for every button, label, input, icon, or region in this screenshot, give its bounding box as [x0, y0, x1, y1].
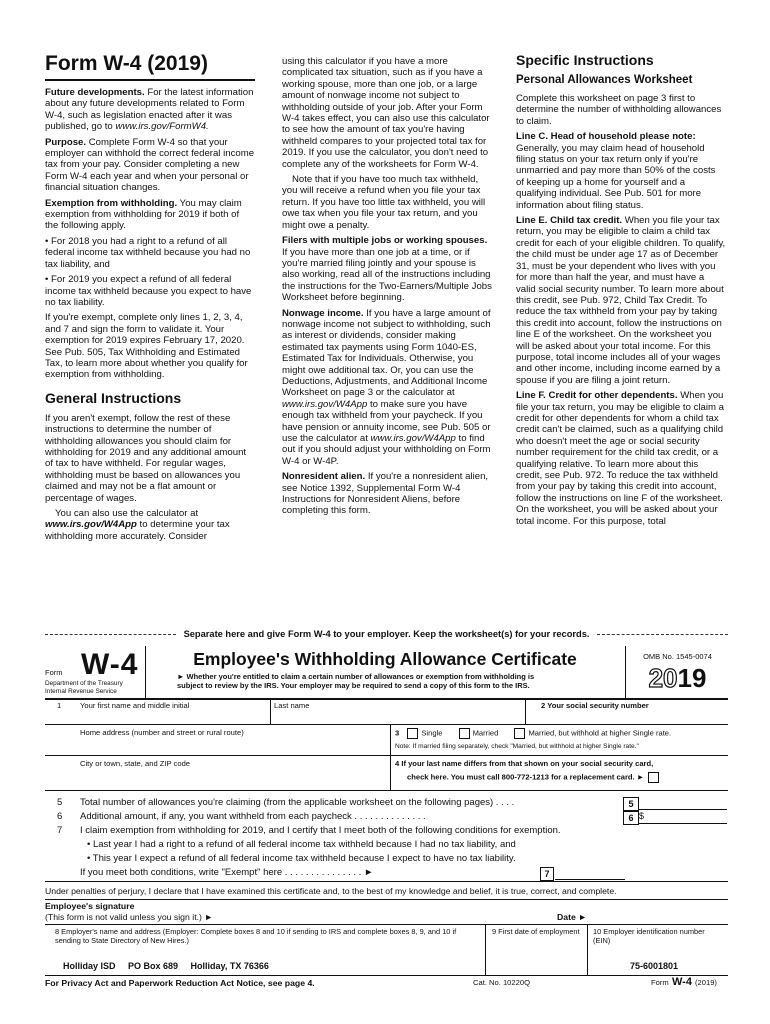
exempt-line — [45, 867, 728, 882]
certificate-note — [177, 672, 625, 690]
general-instructions-heading: General Instructions — [45, 389, 182, 406]
instructions-column-1 — [45, 52, 255, 546]
ein-value[interactable]: 75-6001801 — [630, 961, 679, 971]
name-differs-checkbox[interactable] — [648, 772, 659, 783]
line-e-heading: Line E. Child tax credit. — [516, 215, 623, 227]
line-4-text-b-label: check here. You must call 800-772-1213 for a replacement card. ► — [407, 772, 645, 782]
line-e-text: When you file your tax return, you may be eligible to claim a child tax credit for each of your eligible children. To qualify, the child must be under age 17 as of December 31, must be your dependent who lives with you for more than half the year, and must have a valid social security number. To learn more about this credit, see Pub. 972, Child Tax Credit. To reduce the tax withheld from your pay by taking this credit into account, follow the instructions on line E of the worksheet. On the worksheet you will be asked about your total income. For this purpose, total income includes all of your wages and other income, including income earned by a spouse if you are filing a joint return. — [516, 215, 726, 386]
exempt-line-text: If you meet both conditions, write "Exempt" here . . . . . . . . . . . . . . . ► — [80, 867, 374, 878]
line-f-heading: Line F. Credit for other dependents. — [516, 390, 678, 402]
calculator-text-2: to determine your tax withholding more accurately. Consider — [45, 519, 230, 542]
allowance-lines — [45, 791, 728, 882]
address-divider — [390, 725, 392, 755]
signature-note: (This form is not valid unless you sign it.) ► — [45, 912, 213, 922]
line-6-box-number: 6 — [623, 811, 639, 825]
home-address-label: Home address (number and street or rural route) — [80, 728, 244, 737]
employer-divider-2 — [587, 925, 589, 975]
form-number: W-4 — [81, 648, 139, 681]
instructions-column-3 — [516, 52, 726, 531]
certificate-title: Employee's Withholding Allowance Certificate — [193, 649, 577, 669]
nonresident-text: If you're a nonresident alien, see Notice 1392, Supplemental Form W-4 Instructions for Nonresident Aliens, before completing this form. — [282, 471, 489, 517]
line-7-bullet-a-text: • Last year I had a right to a refund of all federal income tax withheld because I had no tax liability, and — [87, 839, 516, 850]
future-dev-text: For the latest information about any future developments related to Form W-4, such as legislation enacted after it was published, go to — [45, 87, 254, 133]
additional-amount-input[interactable]: $ — [639, 811, 727, 824]
exempt-input[interactable] — [555, 867, 625, 880]
line-7-bullet-b — [45, 853, 728, 867]
line-3-number: 3 — [395, 728, 400, 738]
filers-heading: Filers with multiple jobs or working spouses. — [282, 235, 488, 247]
ssn-divider — [525, 700, 527, 724]
footer-year: (2019) — [695, 978, 717, 987]
line-4-text-b — [407, 772, 662, 783]
line-7 — [45, 825, 728, 839]
w4-certificate — [45, 646, 728, 992]
certificate-footer — [45, 978, 728, 992]
line-7-bullet-a — [45, 839, 728, 853]
worksheet-heading: Personal Allowances Worksheet — [516, 74, 693, 86]
employer-divider-1 — [485, 925, 487, 975]
certificate-header — [45, 646, 728, 700]
cut-line-dash-left — [45, 634, 176, 635]
married-higher-rate-checkbox[interactable] — [514, 728, 525, 739]
exempt-instructions: If you're exempt, complete only lines 1, 2, 3, 4, and 7 and sign the form to validate it. Your exemption for 2019 expires February 17, 2020. See Pub. 505, Tax Withholding and Estimated Tax, to learn more about whether you qualify for exemption from withholding. — [45, 312, 248, 381]
purpose-text: Complete Form W-4 so that your employer can withhold the correct federal income tax from your pay. Consider completing a new Form W-4 each year and when your personal or financial situation changes. — [45, 136, 255, 194]
instructions-column-2 — [282, 56, 492, 521]
nonwage-heading: Nonwage income. — [282, 307, 364, 319]
future-dev-link[interactable]: www.irs.gov/FormW4. — [115, 121, 209, 133]
form-word: Form — [45, 668, 63, 677]
name-row — [45, 700, 728, 725]
tax-year-bold: 19 — [677, 663, 707, 693]
calculator-text-1: You can also use the calculator at — [55, 508, 199, 519]
signature-row — [45, 899, 728, 925]
nonwage-link-1[interactable]: www.irs.gov/W4App — [282, 398, 368, 410]
ein-label: 10 Employer identification number (EIN) — [593, 927, 705, 945]
filing-status-line — [395, 728, 671, 739]
nonresident-heading: Nonresident alien. — [282, 471, 366, 483]
line-6-text: Additional amount, if any, you want withheld from each paycheck . . . . . . . . . . . . . . — [80, 811, 426, 822]
form-title: Form W-4 (2019) — [45, 52, 255, 81]
married-checkbox[interactable] — [459, 728, 470, 739]
catalog-number: Cat. No. 10220Q — [473, 978, 530, 987]
city-label: City or town, state, and ZIP code — [80, 759, 191, 768]
line-5-box-number: 5 — [623, 797, 639, 811]
line-7-bullet-b-text: • This year I expect a refund of all federal income tax withheld because I expect to have no tax liability. — [87, 853, 516, 864]
perjury-statement: Under penalties of perjury, I declare that I have examined this certificate and, to the best of my knowledge and belief, it is true, correct, and complete. — [45, 886, 617, 896]
ssn-label: 2 Your social security number — [541, 701, 649, 710]
date-label: Date ► — [557, 912, 587, 922]
nonwage-text-1: If you have a large amount of nonwage income not subject to withholding, such as interest or dividends, consider making estimated tax payments using Form 1040-ES, Estimated Tax for Individuals. Otherwise, you might owe additional tax. Or, you can use the Deductions, Adjustments, and Additional Income Worksheet on page 3 or the calculator at — [282, 307, 491, 399]
specific-instructions-heading: Specific Instructions — [516, 52, 654, 68]
nonwage-link-2[interactable]: www.irs.gov/W4App — [370, 433, 456, 444]
line-c-text: Generally, you may claim head of household filing status on your tax return only if you're unmarried and pay more than 50% of the costs of keeping up a home for yourself and a qualifying individual. See Pub. 501 for more information about filing status. — [516, 142, 716, 211]
last-name-label: Last name — [274, 701, 310, 710]
tax-year-outline: 20 — [648, 663, 678, 693]
line-5-number: 5 — [57, 797, 63, 808]
line-4-text-a: 4 If your last name differs from that shown on your social security card, — [395, 759, 654, 768]
certificate-title-block — [145, 646, 625, 698]
name-divider — [270, 700, 272, 724]
exemption-bullet-2: • For 2019 you expect a refund of all federal income tax withheld because you expect to have no tax liability. — [45, 274, 252, 308]
line-f-text: When you file your tax return, you may be eligible to claim a credit for other dependents for whom a child tax credit can't be claimed, such as a qualifying child who doesn't meet the age or social security number requirement for the child tax credit, or a qualifying relative. To learn more about this credit, see Pub. 972. To reduce the tax withheld from your pay by taking this credit into account, follow the instructions on line F of the worksheet. On the worksheet, you will be asked about your total income. For this purpose, total — [516, 390, 724, 527]
footer-form-number: W-4 — [672, 976, 692, 988]
address-row — [45, 725, 728, 756]
certificate-note-line-2: subject to review by the IRS. Your employer may be required to send a copy of this form to the IRS. — [177, 681, 530, 690]
line-7-number: 7 — [57, 825, 63, 836]
line-c-heading: Line C. Head of household please note: — [516, 131, 696, 143]
signature-label: Employee's signature — [45, 901, 135, 911]
omb-number: OMB No. 1545-0074 — [643, 652, 712, 661]
cut-line — [45, 629, 728, 639]
allowances-input[interactable] — [639, 797, 727, 810]
line-6 — [45, 811, 728, 825]
calculator-paragraph: using this calculator if you have a more complicated tax situation, such as if you have a working spouse, more than one job, or a large amount of nonwage income not subject to withholding outside of your job. After your Form W-4 takes effect, you can also use this calculator to see how the amount of tax you're having withheld compares to your projected total tax for 2019. If you use the calculator, you don't need to complete any of the worksheets for Form W-4. — [282, 56, 490, 170]
single-checkbox[interactable] — [407, 728, 418, 739]
employer-name-value[interactable]: Holliday ISD PO Box 689 Holliday, TX 76366 — [63, 961, 269, 971]
nonwage-text-3: to find out if you should adjust your withholding on Form W-4 or W-4P. — [282, 433, 491, 467]
refund-note: Note that if you have too much tax withheld, you will receive a refund when you file your tax return. If you have too little tax withheld, you will owe tax when you file your tax return, and you might owe a penalty. — [282, 174, 486, 231]
line-5-text: Total number of allowances you're claiming (from the applicable worksheet on the following pages) . . . . — [80, 797, 515, 808]
tax-year — [626, 663, 729, 694]
department — [45, 680, 123, 695]
exemption-bullet-1: • For 2018 you had a right to a refund of all federal income tax withheld because you had no tax liability, and — [45, 235, 251, 270]
calculator-link[interactable]: www.irs.gov/W4App — [45, 519, 137, 531]
first-name-label: Your first name and middle initial — [80, 701, 190, 710]
cut-line-text: Separate here and give Form W-4 to your employer. Keep the worksheet(s) for your records. — [183, 629, 590, 639]
exemption-heading: Exemption from withholding. — [45, 197, 178, 209]
nonwage-text-2: to make sure you have enough tax withheld from your paycheck. If you have pension or annuity income, see Pub. 505 or use the calculator at — [282, 398, 491, 444]
filers-text: If you have more than one job at a time, or if you're married filing jointly and your spouse is also working, read all of the instructions including the instructions for the Two-Earners/Multiple Jobs Worksheet before beginning. — [282, 246, 492, 304]
line-3-note: Note: If married filing separately, check "Married, but withhold at higher Single rate." — [395, 743, 639, 750]
date-input[interactable] — [605, 900, 725, 923]
worksheet-text: Complete this worksheet on page 3 first to determine the number of withholding allowances to claim. — [516, 93, 722, 127]
married-higher-rate-label: Married, but withhold at higher Single rate. — [528, 728, 672, 738]
omb-year-block — [625, 646, 729, 698]
line-5 — [45, 797, 728, 811]
privacy-notice: For Privacy Act and Paperwork Reduction Act Notice, see page 4. — [45, 978, 315, 988]
dept-line-2: Internal Revenue Service — [45, 687, 117, 695]
first-date-label: 9 First date of employment — [492, 927, 580, 936]
line-6-number: 6 — [57, 811, 63, 822]
married-label: Married — [472, 728, 499, 738]
future-dev-heading: Future developments. — [45, 87, 145, 98]
cut-line-dash-right — [597, 634, 728, 635]
purpose-heading: Purpose. — [45, 136, 87, 148]
city-divider — [390, 756, 392, 790]
employer-name-label: 8 Employer's name and address (Employer: Complete boxes 8 and 10 if sending to IRS and complete boxes 8, 9, and 10 if sending to State Directory of New Hires.) — [55, 927, 457, 945]
footer-form-word: Form — [651, 978, 669, 987]
certificate-note-line-1: ► Whether you're entitled to claim a certain number of allowances or exemption from withholding is — [177, 672, 535, 681]
line-1-number: 1 — [57, 701, 62, 710]
city-row — [45, 756, 728, 791]
single-label: Single — [421, 728, 443, 738]
general-instructions-text: If you aren't exempt, follow the rest of these instructions to determine the number of withholding allowances you should claim for withholding for 2019 and any additional amount of tax to have withheld. For regular wages, withholding must be based on allowances you claimed and may not be a flat amount or percentage of wages. — [45, 412, 247, 504]
line-7-text: I claim exemption from withholding for 2019, and I certify that I meet both of the following conditions for exemption. — [80, 825, 561, 836]
exemption-text: You may claim exemption from withholding for 2019 if both of the following apply. — [45, 197, 242, 232]
employer-row — [45, 925, 728, 976]
form-id-block — [45, 646, 146, 698]
exempt-box-number: 7 — [540, 867, 554, 881]
dept-line-1: Department of the Treasury — [45, 680, 123, 687]
signature-input[interactable] — [255, 900, 545, 923]
